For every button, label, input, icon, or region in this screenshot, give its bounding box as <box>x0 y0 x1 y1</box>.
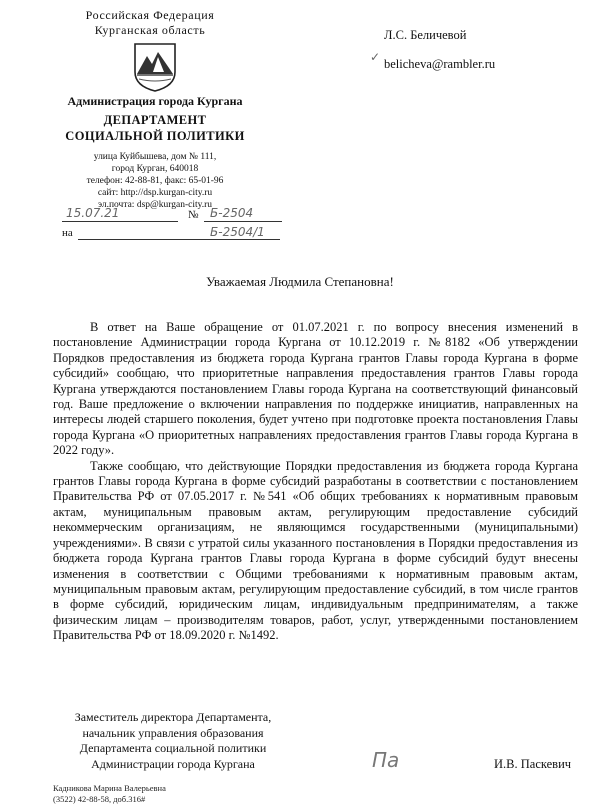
signatory-line-3: Департамента социальной политики <box>79 741 267 755</box>
reference-number: Б-2504/1 <box>210 225 265 239</box>
signatory-name: И.В. Паскевич <box>494 757 572 771</box>
city-emblem-icon <box>133 42 177 92</box>
signatory-line-2: начальник управления образования <box>82 725 264 740</box>
region-name: Курганская область <box>94 23 206 37</box>
number-label: № <box>188 209 199 221</box>
phone-fax: телефон: 42-88-81, факс: 65-01-96 <box>86 176 224 186</box>
reference-line <box>78 239 280 240</box>
letter-body <box>53 320 578 644</box>
date-line <box>62 221 178 222</box>
email: эл.почта: dsp@kurgan-city.ru <box>97 200 213 210</box>
body-paragraph-1: В ответ на Ваше обращение от 01.07.2021 г. по вопросу внесения изменений в постановление Администрации города Кургана от 10.12.2019 г. №8182 «Об утверждении Порядков предоставления из бюджета города Кургана грантов Главы города Кургана в форме субсидий» сообщаю, что приоритетные направления предоставления грантов Главы города Кургана утверждаются постановлением Главы города Кургана на соответствующий финансовый год. Ваше предложение о включении направления по поддержке инициатив, направленных на интересы людей старшего поколения, будет учтено при подготовке проекта постановления Главы города Кургана «О приоритетных направлениях предоставления грантов Главы города Кургана в 2022 году». <box>53 320 578 458</box>
executor-phone: (3522) 42-88-58, доб.316# <box>53 794 146 804</box>
department-title <box>40 112 270 144</box>
address-line-2: город Курган, 640018 <box>111 164 199 174</box>
signatory-position <box>53 710 293 772</box>
department-line-1: ДЕПАРТАМЕНТ <box>103 113 207 127</box>
letterhead-region <box>60 8 240 38</box>
number-line <box>204 221 282 222</box>
administration-title: Администрация города Кургана <box>67 94 243 108</box>
website: сайт: http://dsp.kurgan-city.ru <box>97 188 213 198</box>
executor-name: Кадникова Марина Валерьевна <box>53 783 166 793</box>
registration-date: 15.07.21 <box>66 206 120 220</box>
recipient-email: belicheva@rambler.ru <box>384 57 496 71</box>
signatory-line-1: Заместитель директора Департамента, <box>74 710 272 724</box>
ref-label: на <box>62 227 73 239</box>
signatory-line-4: Администрации города Кургана <box>91 756 255 771</box>
body-paragraph-2: Также сообщаю, что действующие Порядки предоставления из бюджета города Кургана грантов Главы города Кургана в форме субсидий разработаны в соответствии с постановлением Правительства РФ от 07.05.2017 г. №541 «Об общих требованиях к нормативным правовым актам, муниципальным правовым актам, регулирующим предоставление субсидий некоммерческим организациям, не являющимся государственными (муниципальными) учреждениями». В связи с утратой силы указанного постановления в Порядки предоставления из бюджета города Кургана грантов Главы города Кургана в форме субсидий будут внесены изменения в соответствии с Общими требованиями к нормативным правовым актам, муниципальным правовым актам, регулирующим предоставление субсидий, в том числе грантов в форме субсидий, юридическим лицам, индивидуальным предпринимателям, а также физическим лицам – производителям товаров, работ, услуг, утвержденными постановлением Правительства РФ от 18.09.2020 г. №1492. <box>53 458 578 643</box>
country-name: Российская Федерация <box>85 8 215 22</box>
department-line-2: СОЦИАЛЬНОЙ ПОЛИТИКИ <box>65 129 245 143</box>
executor-info <box>53 783 166 805</box>
address-line-1: улица Куйбышева, дом № 111, <box>93 152 217 162</box>
greeting: Уважаемая Людмила Степановна! <box>206 274 394 289</box>
checkmark-icon: ✓ <box>370 50 381 64</box>
department-contacts <box>40 151 270 211</box>
registration-number: Б-2504 <box>210 206 254 220</box>
handwritten-signature: Па <box>372 748 400 772</box>
recipient-name: Л.С. Беличевой <box>384 28 467 42</box>
